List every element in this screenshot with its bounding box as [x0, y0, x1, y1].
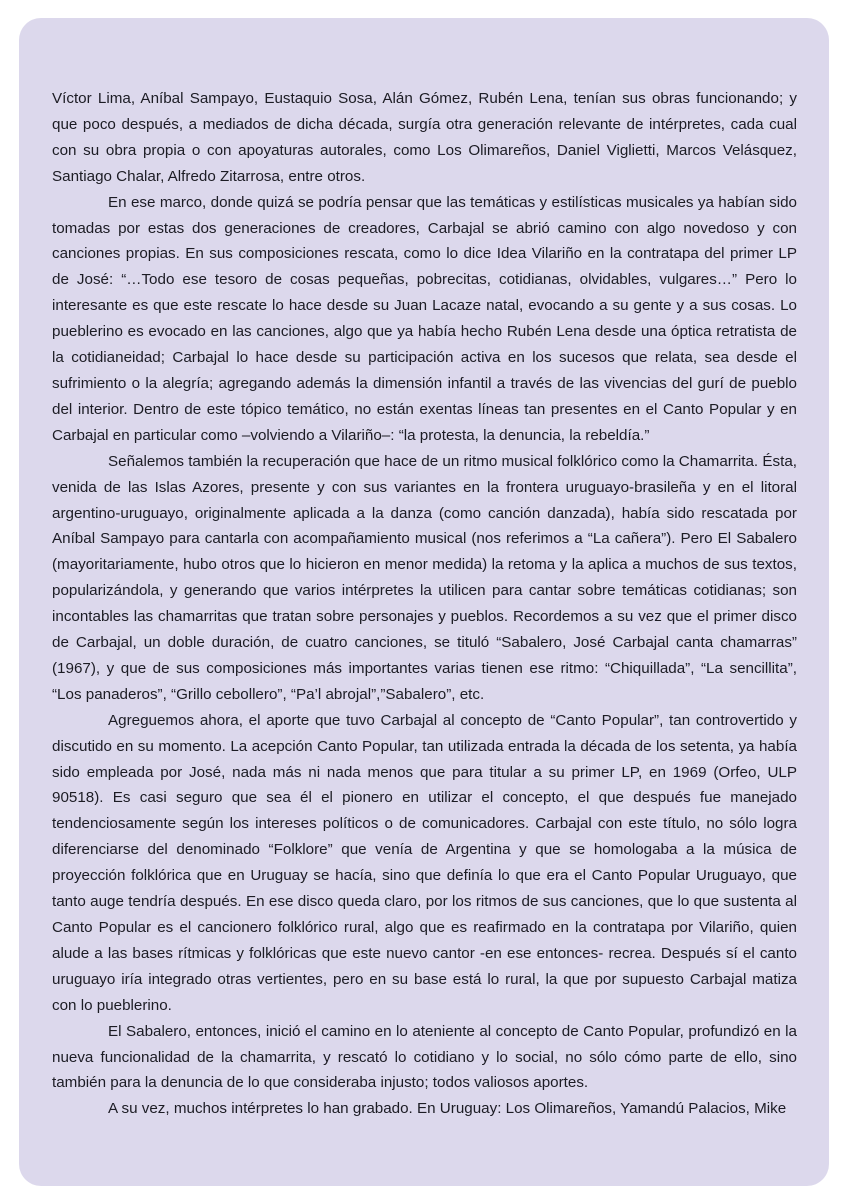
paragraph-6: A su vez, muchos intérpretes lo han grabado. En Uruguay: Los Olimareños, Yamandú Palacios, Mike — [108, 1100, 787, 1118]
page-panel — [19, 18, 829, 1186]
paragraph-4: Agreguemos ahora, el aporte que tuvo Carbajal al concepto de “Canto Popular”, tan controvertido y discutido en su momento. La acepción Canto Popular, tan utilizada entrada la década de los setenta, ya había sido empleada por José, nada más ni nada menos que para titular a su primer LP, en 1969 (Orfeo, ULP 90518). Es casi seguro que sea él el pionero en utilizar el concepto, el que después fue manejado tendenciosamente según los intereses políticos o de comunicadores. Carbajal con este título, no sólo logra diferenciarse del denominado “Folklore” que venía de Argentina y que se homologaba a la música de proyección folklórica que en Uruguay se hacía, sino que definía lo que era el Canto Popular Uruguayo, que tanto auge tendría después. En ese disco queda claro, por los ritmos de sus canciones, que lo que sustenta al Canto Popular es el cancionero folklórico rural, algo que es reafirmado en la contratapa por Vilariño, quien alude a las bases rítmicas y folklóricas que este nuevo cantor -en ese entonces- recrea. Después sí el canto uruguayo iría integrado otras vertientes, pero en su base está lo rural, la que por supuesto Carbajal matiza con lo pueblerino. — [52, 711, 797, 1014]
paragraph-1: Víctor Lima, Aníbal Sampayo, Eustaquio Sosa, Alán Gómez, Rubén Lena, tenían sus obras funcionando; y que poco después, a mediados de dicha década, surgía otra generación relevante de intérpretes, cada cual con su obra propia o con apoyaturas autorales, como Los Olimareños, Daniel Viglietti, Marcos Velásquez, Santiago Chalar, Alfredo Zitarrosa, entre otros. — [52, 90, 797, 185]
paragraph-3: Señalemos también la recuperación que hace de un ritmo musical folklórico como la Chamarrita. Ésta, venida de las Islas Azores, presente y con sus variantes en la frontera uruguayo-brasileña y en el litoral argentino-uruguayo, originalmente aplicada a la danza (como canción danzada), había sido rescatada por Aníbal Sampayo para cantarla con acompañamiento musical (nos referimos a “La cañera”). Pero El Sabalero (mayoritariamente, hubo otros que lo hicieron en menor medida) la retoma y la aplica a muchos de sus textos, popularizándola, y generando que varios intérpretes la utilicen para cantar sobre temáticas cotidianas; son incontables las chamarritas que tratan sobre personajes y pueblos. Recordemos a su vez que el primer disco de Carbajal, un doble duración, de cuatro canciones, se tituló “Sabalero, José Carbajal canta chamarras” (1967), y que de sus composiciones más importantes varias tienen ese ritmo: “Chiquillada”, “La sencillita”, “Los panaderos”, “Grillo cebollero”, “Pa’l abrojal”,”Sabalero”, etc. — [52, 452, 797, 703]
paragraph-2: En ese marco, donde quizá se podría pensar que las temáticas y estilísticas musicales ya habían sido tomadas por estas dos generaciones de creadores, Carbajal se abrió camino con algo novedoso y con canciones propias. En sus composiciones rescata, como lo dice Idea Vilariño en la contratapa del primer LP de José: “…Todo ese tesoro de cosas pequeñas, pobrecitas, cotidianas, olvidables, vulgares…” Pero lo interesante es que este rescate lo hace desde su Juan Lacaze natal, evocando a su gente y a sus cosas. Lo pueblerino es evocado en las canciones, algo que ya había hecho Rubén Lena desde una óptica retratista de la cotidianeidad; Carbajal lo hace desde su participación activa en los sucesos que relata, sea desde el sufrimiento o la alegría; agregando además la dimensión infantil a través de las vivencias del gurí de pueblo del interior. Dentro de este tópico temático, no están exentas líneas tan presentes en el Canto Popular y en Carbajal en particular como –volviendo a Vilariño–: “la protesta, la denuncia, la rebeldía.” — [52, 193, 797, 444]
body-text — [52, 86, 797, 1122]
paragraph-5: El Sabalero, entonces, inició el camino en lo ateniente al concepto de Canto Popular, profundizó en la nueva funcionalidad de la chamarrita, y rescató lo cotidiano y lo social, no sólo cómo parte de ello, sino también para la denuncia de lo que consideraba injusto; todos valiosos aportes. — [52, 1022, 797, 1092]
